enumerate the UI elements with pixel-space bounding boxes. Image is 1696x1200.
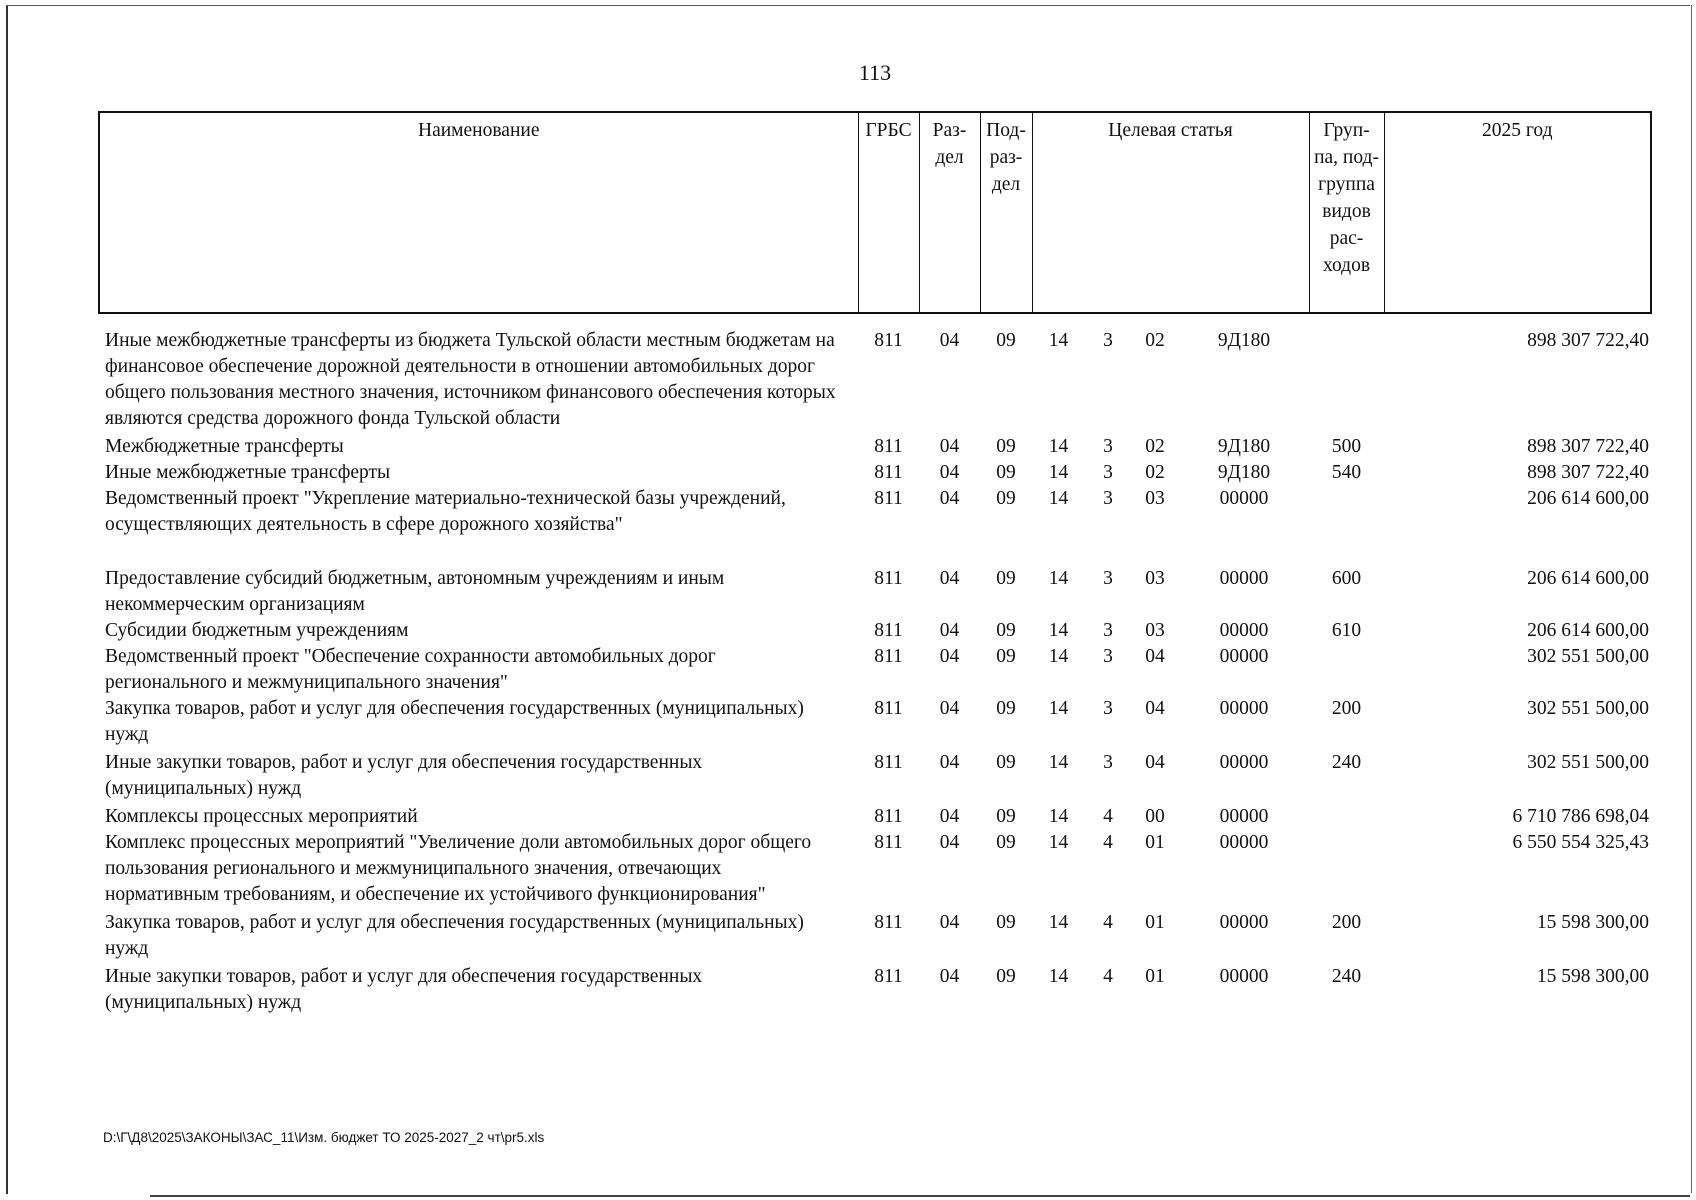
row-name: Предоставление субсидий бюджетным, автономным учреждениям и иным некоммерческим организациям: [105, 568, 725, 615]
row-target-direction: 9Д180: [1217, 462, 1271, 483]
row-target-direction: 9Д180: [1217, 436, 1271, 457]
row-grbs: 811: [874, 330, 903, 351]
table-row: [99, 696, 1651, 750]
row-razdel: 04: [939, 912, 960, 933]
row-name: Закупка товаров, работ и услуг для обеспечения государственных (муниципальных) нужд: [105, 698, 804, 745]
row-razdel: 04: [939, 330, 960, 351]
row-target-structure: 01: [1145, 912, 1165, 933]
row-target-type: 3: [1103, 462, 1113, 483]
row-name: Межбюджетные трансферты: [105, 436, 344, 457]
row-target-structure: 02: [1145, 462, 1165, 483]
row-target-direction: 9Д180: [1217, 330, 1271, 351]
row-target-program: 14: [1048, 966, 1069, 987]
row-amount: 898 307 722,40: [1527, 462, 1650, 483]
row-razdel: 04: [939, 568, 960, 589]
row-target-type: 4: [1103, 966, 1113, 987]
row-target-structure: 00: [1145, 806, 1165, 827]
row-amount: 206 614 600,00: [1527, 568, 1650, 589]
row-target-program: 14: [1048, 698, 1069, 719]
header-name: Наименование: [99, 112, 858, 313]
table-row: [99, 434, 1651, 460]
header-expense-group: Груп- па, под- группа видов рас- ходов: [1309, 112, 1384, 313]
header-razdel: Раз- дел: [919, 112, 980, 313]
row-target-type: 4: [1103, 806, 1113, 827]
row-target-type: 3: [1103, 646, 1113, 667]
row-target-direction: 00000: [1219, 912, 1269, 933]
row-podrazdel: 09: [996, 966, 1016, 987]
table-row: [99, 910, 1651, 964]
row-grbs: 811: [874, 752, 903, 773]
row-podrazdel: 09: [996, 620, 1016, 641]
row-target-type: 3: [1103, 568, 1113, 589]
table-row: [99, 566, 1651, 618]
row-grbs: 811: [874, 488, 903, 509]
row-target-type: 4: [1103, 832, 1113, 853]
row-razdel: 04: [939, 752, 960, 773]
scan-border-bottom: [150, 1195, 1690, 1197]
row-target-program: 14: [1048, 568, 1069, 589]
row-expense-group: 200: [1331, 912, 1362, 933]
row-podrazdel: 09: [996, 806, 1016, 827]
row-target-structure: 02: [1145, 330, 1165, 351]
row-amount: 15 598 300,00: [1536, 966, 1650, 987]
header-podrazdel: Под- раз- дел: [980, 112, 1032, 313]
table-row: [99, 460, 1651, 486]
row-amount: 302 551 500,00: [1527, 698, 1650, 719]
row-target-structure: 01: [1145, 832, 1165, 853]
table-row: [99, 313, 1651, 434]
row-amount: 6 550 554 325,43: [1512, 832, 1650, 853]
row-podrazdel: 09: [996, 752, 1016, 773]
row-name: Комплекс процессных мероприятий "Увеличение доли автомобильных дорог общего пользования регионального и межмуниципального значения, отвечающих нормативным требованиям, и обеспечение их устойчивого функционирования": [105, 832, 812, 905]
row-expense-group: 540: [1331, 462, 1362, 483]
row-amount: 6 710 786 698,04: [1512, 806, 1650, 827]
page-number: 113: [858, 60, 892, 85]
row-target-type: 3: [1103, 752, 1113, 773]
scan-border-left: [6, 6, 8, 1194]
row-target-structure: 03: [1145, 620, 1165, 641]
row-amount: 206 614 600,00: [1527, 620, 1650, 641]
row-name: Субсидии бюджетным учреждениям: [105, 620, 409, 641]
row-target-type: 4: [1103, 912, 1113, 933]
row-target-direction: 00000: [1219, 752, 1269, 773]
table-row: [99, 964, 1651, 1016]
row-amount: 898 307 722,40: [1527, 436, 1650, 457]
row-target-direction: 00000: [1219, 620, 1269, 641]
row-amount: 898 307 722,40: [1527, 330, 1650, 351]
table-body: [99, 313, 1651, 1016]
header-target-article: Целевая статья: [1032, 112, 1309, 313]
row-target-direction: 00000: [1219, 832, 1269, 853]
row-podrazdel: 09: [996, 330, 1016, 351]
row-grbs: 811: [874, 698, 903, 719]
row-podrazdel: 09: [996, 462, 1016, 483]
row-target-program: 14: [1048, 330, 1069, 351]
row-podrazdel: 09: [996, 698, 1016, 719]
row-podrazdel: 09: [996, 832, 1016, 853]
row-grbs: 811: [874, 912, 903, 933]
row-target-type: 3: [1103, 620, 1113, 641]
row-name: Ведомственный проект "Укрепление материально-технической базы учреждений, осуществляющих деятельность в сфере дорожного хозяйства": [105, 488, 786, 535]
row-grbs: 811: [874, 832, 903, 853]
row-target-structure: 04: [1145, 646, 1165, 667]
row-razdel: 04: [939, 698, 960, 719]
row-expense-group: 200: [1331, 698, 1362, 719]
row-podrazdel: 09: [996, 568, 1016, 589]
table-row: [99, 618, 1651, 644]
row-name: Иные закупки товаров, работ и услуг для обеспечения государственных (муниципальных) нужд: [105, 966, 703, 1013]
row-razdel: 04: [939, 620, 960, 641]
row-target-type: 3: [1103, 330, 1113, 351]
row-target-type: 3: [1103, 488, 1113, 509]
row-target-structure: 04: [1145, 752, 1165, 773]
table-header: [99, 112, 1651, 313]
row-target-structure: 03: [1145, 568, 1165, 589]
row-podrazdel: 09: [996, 912, 1016, 933]
budget-table: [98, 111, 1652, 1016]
row-expense-group: [1309, 644, 1384, 696]
row-razdel: 04: [939, 646, 960, 667]
row-name: Комплексы процессных мероприятий: [105, 806, 418, 827]
row-expense-group: 600: [1331, 568, 1362, 589]
table-row: [99, 486, 1651, 566]
row-target-structure: 04: [1145, 698, 1165, 719]
row-grbs: 811: [874, 966, 903, 987]
row-razdel: 04: [939, 436, 960, 457]
table-row: [99, 750, 1651, 804]
row-target-program: 14: [1048, 752, 1069, 773]
row-target-type: 3: [1103, 698, 1113, 719]
row-razdel: 04: [939, 806, 960, 827]
row-expense-group: 240: [1331, 966, 1362, 987]
row-name: Иные межбюджетные трансферты: [105, 462, 391, 483]
header-grbs: ГРБС: [858, 112, 919, 313]
row-amount: 302 551 500,00: [1527, 646, 1650, 667]
row-target-program: 14: [1048, 806, 1069, 827]
row-expense-group: [1309, 804, 1384, 830]
row-amount: 206 614 600,00: [1527, 488, 1650, 509]
row-grbs: 811: [874, 568, 903, 589]
row-podrazdel: 09: [996, 646, 1016, 667]
row-razdel: 04: [939, 462, 960, 483]
row-target-program: 14: [1048, 646, 1069, 667]
table-row: [99, 830, 1651, 910]
row-target-structure: 02: [1145, 436, 1165, 457]
row-target-program: 14: [1048, 620, 1069, 641]
row-expense-group: [1309, 486, 1384, 566]
row-target-type: 3: [1103, 436, 1113, 457]
table-row: [99, 804, 1651, 830]
row-expense-group: 500: [1331, 436, 1362, 457]
row-target-direction: 00000: [1219, 966, 1269, 987]
row-target-structure: 01: [1145, 966, 1165, 987]
row-grbs: 811: [874, 462, 903, 483]
row-grbs: 811: [874, 646, 903, 667]
table-row: [99, 644, 1651, 696]
row-target-program: 14: [1048, 912, 1069, 933]
header-year-2025: 2025 год: [1384, 112, 1651, 313]
scan-border-right: [1691, 5, 1692, 1193]
row-razdel: 04: [939, 488, 960, 509]
row-target-direction: 00000: [1219, 806, 1269, 827]
row-target-direction: 00000: [1219, 568, 1269, 589]
row-target-direction: 00000: [1219, 646, 1269, 667]
row-expense-group: 610: [1331, 620, 1362, 641]
scan-border-top: [6, 5, 1690, 6]
row-grbs: 811: [874, 436, 903, 457]
row-target-program: 14: [1048, 436, 1069, 457]
row-target-direction: 00000: [1219, 698, 1269, 719]
row-podrazdel: 09: [996, 488, 1016, 509]
row-podrazdel: 09: [996, 436, 1016, 457]
row-expense-group: 240: [1331, 752, 1362, 773]
row-target-program: 14: [1048, 488, 1069, 509]
row-razdel: 04: [939, 832, 960, 853]
row-name: Ведомственный проект "Обеспечение сохранности автомобильных дорог регионального и межмуниципального значения": [105, 646, 716, 693]
row-amount: 15 598 300,00: [1536, 912, 1650, 933]
row-target-program: 14: [1048, 462, 1069, 483]
row-expense-group: [1309, 313, 1384, 434]
row-name: Иные межбюджетные трансферты из бюджета Тульской области местным бюджетам на финансовое обеспечение дорожной деятельности в отношении автомобильных дорог общего пользования местного значения, источником финансового обеспечения которых являются средства дорожного фонда Тульской области: [105, 330, 836, 429]
row-grbs: 811: [874, 806, 903, 827]
row-target-direction: 00000: [1219, 488, 1269, 509]
row-grbs: 811: [874, 620, 903, 641]
row-name: Иные закупки товаров, работ и услуг для обеспечения государственных (муниципальных) нужд: [105, 752, 703, 799]
budget-table-wrapper: [98, 111, 1650, 1016]
row-expense-group: [1309, 830, 1384, 910]
row-name: Закупка товаров, работ и услуг для обеспечения государственных (муниципальных) нужд: [105, 912, 804, 959]
row-target-structure: 03: [1145, 488, 1165, 509]
footer-file-path: D:\Г\Д8\2025\ЗАКОНЫ\ЗАС_11\Изм. бюджет ТО 2025-2027_2 чт\pr5.xls: [103, 1130, 545, 1145]
row-target-program: 14: [1048, 832, 1069, 853]
row-razdel: 04: [939, 966, 960, 987]
row-amount: 302 551 500,00: [1527, 752, 1650, 773]
